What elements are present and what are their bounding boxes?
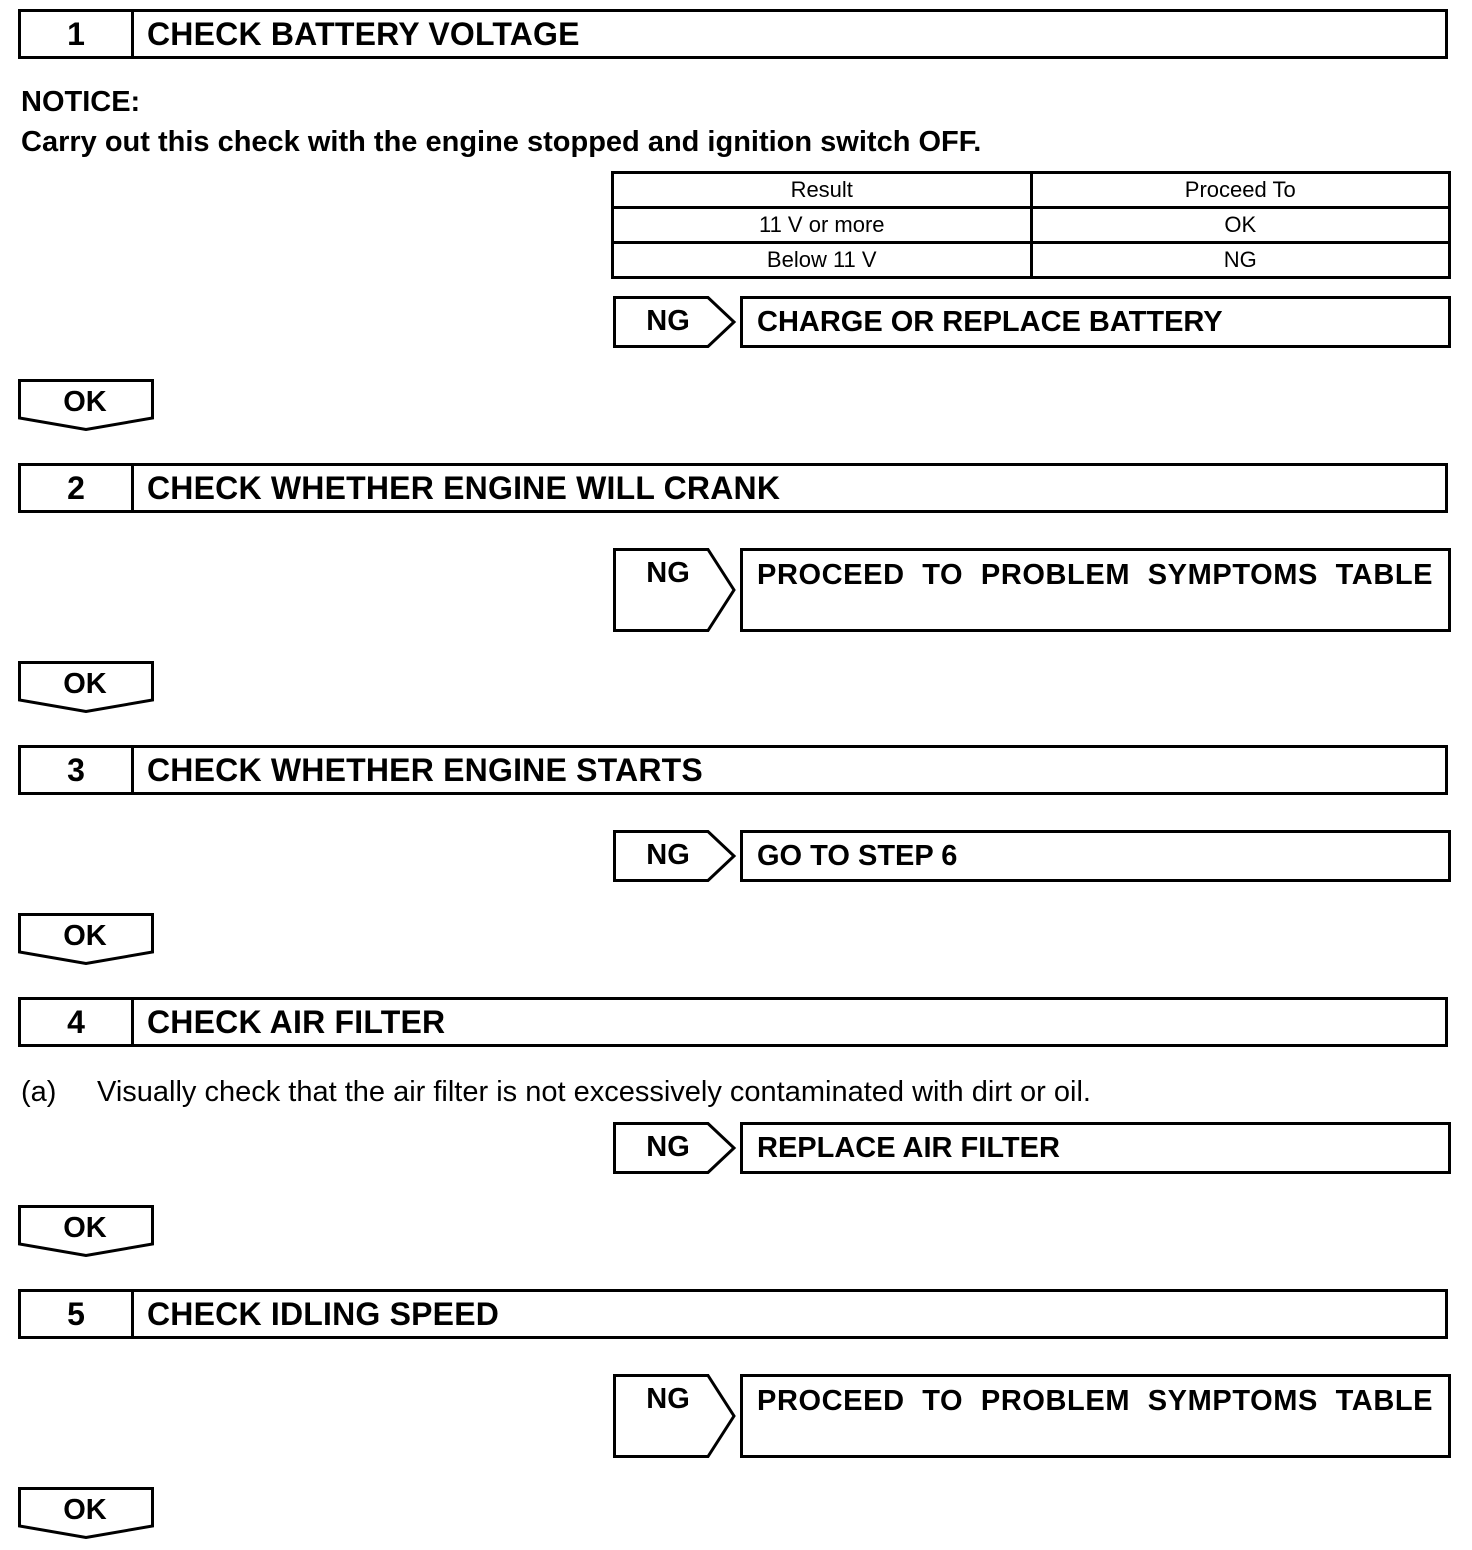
ng-action-box: REPLACE AIR FILTER <box>740 1122 1451 1174</box>
table-cell: NG <box>1031 243 1450 278</box>
ng-arrow <box>613 1122 737 1174</box>
notice-text: Carry out this check with the engine stopped and ignition switch OFF. <box>21 126 982 158</box>
step-number: 4 <box>21 1000 134 1044</box>
ng-action-box: PROCEED TO PROBLEM SYMPTOMS TABLE <box>740 1374 1451 1458</box>
ok-arrow <box>18 913 156 965</box>
table-header-cell: Proceed To <box>1031 173 1450 208</box>
ng-label: NG <box>646 1383 690 1415</box>
table-cell: 11 V or more <box>613 208 1032 243</box>
table-header-cell: Result <box>613 173 1032 208</box>
ng-action-box: GO TO STEP 6 <box>740 830 1451 882</box>
ok-label: OK <box>63 386 107 418</box>
ok-label: OK <box>63 1494 107 1526</box>
table-cell: OK <box>1031 208 1450 243</box>
ok-arrow <box>18 379 156 431</box>
table-row <box>613 243 1450 278</box>
ng-label: NG <box>646 305 690 337</box>
table-header-row <box>613 173 1450 208</box>
step-title: CHECK AIR FILTER <box>147 1003 446 1040</box>
step-number: 2 <box>21 466 134 510</box>
ok-label: OK <box>63 668 107 700</box>
sub-item-text: Visually check that the air filter is not excessively contaminated with dirt or oil. <box>97 1076 1091 1108</box>
step-5-header <box>18 1289 1448 1339</box>
notice-label: NOTICE: <box>21 86 141 118</box>
step-title: CHECK WHETHER ENGINE STARTS <box>147 751 703 788</box>
ok-arrow <box>18 1205 156 1257</box>
table-row <box>613 208 1450 243</box>
step-2-header <box>18 463 1448 513</box>
step-number: 5 <box>21 1292 134 1336</box>
ng-arrow <box>613 296 737 348</box>
step-4-header <box>18 997 1448 1047</box>
ng-arrow <box>613 1374 737 1458</box>
ng-label: NG <box>646 557 690 589</box>
ng-action-box: PROCEED TO PROBLEM SYMPTOMS TABLE <box>740 548 1451 632</box>
sub-item <box>21 1076 1091 1109</box>
step-number: 1 <box>21 12 134 56</box>
step-title: CHECK WHETHER ENGINE WILL CRANK <box>147 469 781 506</box>
ng-label: NG <box>646 1131 690 1163</box>
ng-arrow <box>613 830 737 882</box>
result-table <box>611 171 1451 279</box>
ok-label: OK <box>63 920 107 952</box>
sub-item-marker: (a) <box>21 1076 57 1108</box>
step-3-header <box>18 745 1448 795</box>
ok-arrow <box>18 1487 156 1539</box>
step-1-header <box>18 9 1448 59</box>
ng-action-box: CHARGE OR REPLACE BATTERY <box>740 296 1451 348</box>
table-cell: Below 11 V <box>613 243 1032 278</box>
step-title: CHECK BATTERY VOLTAGE <box>147 15 580 52</box>
ng-arrow <box>613 548 737 632</box>
ng-label: NG <box>646 839 690 871</box>
ok-arrow <box>18 661 156 713</box>
step-title: CHECK IDLING SPEED <box>147 1295 500 1332</box>
step-number: 3 <box>21 748 134 792</box>
ok-label: OK <box>63 1212 107 1244</box>
